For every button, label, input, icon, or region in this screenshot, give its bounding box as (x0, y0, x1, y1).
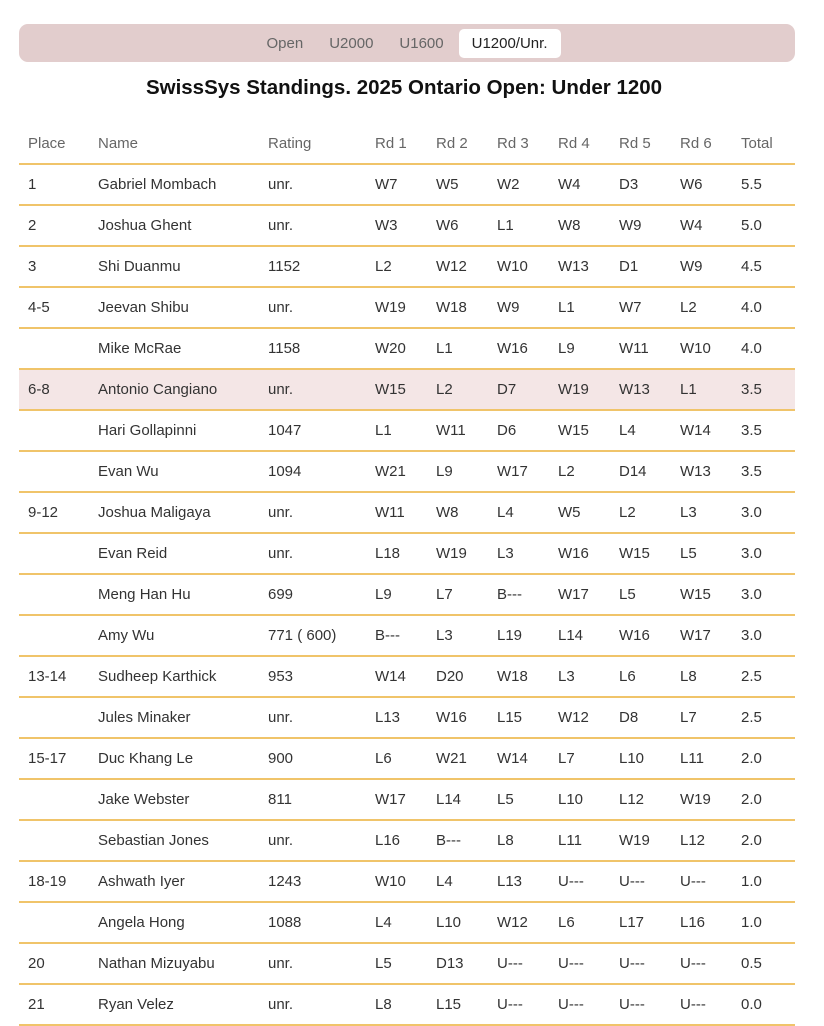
round-1-cell: W14 (366, 656, 427, 697)
tab-u2000[interactable]: U2000 (329, 35, 374, 52)
round-5-cell: W13 (610, 369, 671, 410)
table-row (19, 328, 795, 369)
total-cell: 2.5 (732, 697, 795, 738)
table-header (19, 123, 795, 164)
round-2-cell: W18 (427, 287, 488, 328)
round-2-cell: W19 (427, 533, 488, 574)
player-name-cell: Joshua Ghent (89, 205, 259, 246)
player-name-cell: Sudheep Karthick (89, 656, 259, 697)
round-2-cell: D20 (427, 656, 488, 697)
round-6-cell: L2 (671, 287, 732, 328)
round-2-cell: D13 (427, 943, 488, 984)
round-4-cell: U--- (549, 984, 610, 1025)
player-name-cell: Sebastian Jones (89, 820, 259, 861)
round-1-cell: L18 (366, 533, 427, 574)
round-1-cell: L8 (366, 984, 427, 1025)
total-cell: 4.0 (732, 328, 795, 369)
round-5-cell: W9 (610, 205, 671, 246)
round-4-cell: L2 (549, 451, 610, 492)
round-5-cell: D1 (610, 246, 671, 287)
round-1-cell: W19 (366, 287, 427, 328)
rating-cell: 900 (259, 738, 366, 779)
round-5-cell: L2 (610, 492, 671, 533)
total-cell: 3.0 (732, 574, 795, 615)
rating-cell: unr. (259, 984, 366, 1025)
place-cell (19, 533, 89, 574)
table-row (19, 820, 795, 861)
player-name-cell: Duc Khang Le (89, 738, 259, 779)
round-5-cell: U--- (610, 943, 671, 984)
table-row (19, 615, 795, 656)
round-1-cell: L13 (366, 697, 427, 738)
rating-cell: 953 (259, 656, 366, 697)
rating-cell: 771 ( 600) (259, 615, 366, 656)
round-5-cell: L12 (610, 779, 671, 820)
table-row (19, 410, 795, 451)
round-4-cell: L14 (549, 615, 610, 656)
round-1-cell: L2 (366, 246, 427, 287)
round-1-cell: L1 (366, 410, 427, 451)
total-cell: 2.0 (732, 820, 795, 861)
round-2-cell: W5 (427, 164, 488, 205)
table-row (19, 205, 795, 246)
table-row (19, 779, 795, 820)
round-2-cell: L1 (427, 328, 488, 369)
table-row (19, 369, 795, 410)
player-name-cell: Meng Han Hu (89, 574, 259, 615)
round-3-cell: W12 (488, 902, 549, 943)
round-3-cell: W16 (488, 328, 549, 369)
table-row (19, 451, 795, 492)
round-6-cell: W15 (671, 574, 732, 615)
column-header-rd-3: Rd 3 (488, 123, 549, 164)
place-cell: 13-14 (19, 656, 89, 697)
total-cell: 1.0 (732, 861, 795, 902)
round-2-cell: L7 (427, 574, 488, 615)
place-cell (19, 410, 89, 451)
player-name-cell: Jules Minaker (89, 697, 259, 738)
round-4-cell: W16 (549, 533, 610, 574)
round-1-cell: W20 (366, 328, 427, 369)
total-cell: 4.5 (732, 246, 795, 287)
place-cell: 1 (19, 164, 89, 205)
round-3-cell: L19 (488, 615, 549, 656)
round-3-cell: L13 (488, 861, 549, 902)
round-6-cell: L16 (671, 902, 732, 943)
total-cell: 4.0 (732, 287, 795, 328)
round-6-cell: W17 (671, 615, 732, 656)
round-4-cell: L7 (549, 738, 610, 779)
round-6-cell: L12 (671, 820, 732, 861)
round-2-cell: W16 (427, 697, 488, 738)
round-6-cell: U--- (671, 943, 732, 984)
rating-cell: 1088 (259, 902, 366, 943)
column-header-name: Name (89, 123, 259, 164)
round-2-cell: W6 (427, 205, 488, 246)
rating-cell: unr. (259, 820, 366, 861)
column-header-rd-1: Rd 1 (366, 123, 427, 164)
rating-cell: unr. (259, 492, 366, 533)
total-cell: 3.5 (732, 451, 795, 492)
column-header-rd-5: Rd 5 (610, 123, 671, 164)
rating-cell: unr. (259, 164, 366, 205)
round-1-cell: L16 (366, 820, 427, 861)
column-header-rd-2: Rd 2 (427, 123, 488, 164)
table-row (19, 492, 795, 533)
round-4-cell: W4 (549, 164, 610, 205)
round-5-cell: W16 (610, 615, 671, 656)
total-cell: 3.5 (732, 369, 795, 410)
column-header-rd-6: Rd 6 (671, 123, 732, 164)
round-5-cell: D14 (610, 451, 671, 492)
round-3-cell: W18 (488, 656, 549, 697)
round-6-cell: W13 (671, 451, 732, 492)
round-1-cell: W7 (366, 164, 427, 205)
table-row (19, 697, 795, 738)
column-header-place: Place (19, 123, 89, 164)
round-3-cell: L5 (488, 779, 549, 820)
round-3-cell: U--- (488, 943, 549, 984)
total-cell: 3.0 (732, 615, 795, 656)
table-row (19, 656, 795, 697)
column-header-total: Total (732, 123, 795, 164)
round-2-cell: L2 (427, 369, 488, 410)
round-2-cell: L3 (427, 615, 488, 656)
round-2-cell: L14 (427, 779, 488, 820)
round-1-cell: W3 (366, 205, 427, 246)
round-4-cell: L10 (549, 779, 610, 820)
round-6-cell: W6 (671, 164, 732, 205)
round-2-cell: B--- (427, 820, 488, 861)
round-4-cell: W12 (549, 697, 610, 738)
round-3-cell: D6 (488, 410, 549, 451)
place-cell: 2 (19, 205, 89, 246)
player-name-cell: Nathan Mizuyabu (89, 943, 259, 984)
round-1-cell: L9 (366, 574, 427, 615)
round-3-cell: W17 (488, 451, 549, 492)
rating-cell: unr. (259, 697, 366, 738)
player-name-cell: Amy Wu (89, 615, 259, 656)
round-2-cell: L4 (427, 861, 488, 902)
round-3-cell: L4 (488, 492, 549, 533)
rating-cell: unr. (259, 205, 366, 246)
round-2-cell: W11 (427, 410, 488, 451)
total-cell: 2.0 (732, 779, 795, 820)
round-3-cell: L8 (488, 820, 549, 861)
round-4-cell: W17 (549, 574, 610, 615)
round-2-cell: L15 (427, 984, 488, 1025)
round-4-cell: W5 (549, 492, 610, 533)
round-3-cell: L3 (488, 533, 549, 574)
total-cell: 0.5 (732, 943, 795, 984)
rating-cell: 1158 (259, 328, 366, 369)
player-name-cell: Mike McRae (89, 328, 259, 369)
total-cell: 1.0 (732, 902, 795, 943)
round-4-cell: U--- (549, 943, 610, 984)
total-cell: 3.0 (732, 492, 795, 533)
round-5-cell: L6 (610, 656, 671, 697)
rating-cell: 1152 (259, 246, 366, 287)
player-name-cell: Antonio Cangiano (89, 369, 259, 410)
round-3-cell: B--- (488, 574, 549, 615)
player-name-cell: Angela Hong (89, 902, 259, 943)
total-cell: 2.0 (732, 738, 795, 779)
player-name-cell: Jeevan Shibu (89, 287, 259, 328)
tab-open[interactable]: Open (266, 35, 304, 52)
round-6-cell: W14 (671, 410, 732, 451)
section-tabs (19, 29, 795, 58)
round-5-cell: L10 (610, 738, 671, 779)
total-cell: 3.0 (732, 533, 795, 574)
place-cell: 15-17 (19, 738, 89, 779)
table-row (19, 738, 795, 779)
player-name-cell: Ryan Velez (89, 984, 259, 1025)
place-cell (19, 697, 89, 738)
round-6-cell: L11 (671, 738, 732, 779)
place-cell (19, 902, 89, 943)
round-2-cell: W12 (427, 246, 488, 287)
round-5-cell: D8 (610, 697, 671, 738)
round-3-cell: L1 (488, 205, 549, 246)
round-5-cell: L4 (610, 410, 671, 451)
round-1-cell: L4 (366, 902, 427, 943)
round-6-cell: L3 (671, 492, 732, 533)
place-cell: 4-5 (19, 287, 89, 328)
tab-u1600[interactable]: U1600 (399, 35, 444, 52)
round-5-cell: W15 (610, 533, 671, 574)
place-cell: 18-19 (19, 861, 89, 902)
round-1-cell: W11 (366, 492, 427, 533)
total-cell: 0.0 (732, 984, 795, 1025)
round-5-cell: W19 (610, 820, 671, 861)
round-6-cell: U--- (671, 984, 732, 1025)
place-cell: 3 (19, 246, 89, 287)
round-6-cell: W4 (671, 205, 732, 246)
round-3-cell: W2 (488, 164, 549, 205)
tab-u1200-unr[interactable]: U1200/Unr. (459, 29, 561, 58)
table-body (19, 164, 795, 1025)
place-cell: 21 (19, 984, 89, 1025)
player-name-cell: Jake Webster (89, 779, 259, 820)
round-1-cell: L6 (366, 738, 427, 779)
round-4-cell: W19 (549, 369, 610, 410)
round-1-cell: W21 (366, 451, 427, 492)
round-4-cell: L9 (549, 328, 610, 369)
player-name-cell: Ashwath Iyer (89, 861, 259, 902)
round-4-cell: W15 (549, 410, 610, 451)
round-3-cell: W9 (488, 287, 549, 328)
table-row (19, 574, 795, 615)
place-cell (19, 779, 89, 820)
round-5-cell: W11 (610, 328, 671, 369)
round-5-cell: L17 (610, 902, 671, 943)
round-1-cell: W17 (366, 779, 427, 820)
round-3-cell: W10 (488, 246, 549, 287)
round-2-cell: W8 (427, 492, 488, 533)
player-name-cell: Shi Duanmu (89, 246, 259, 287)
rating-cell: unr. (259, 943, 366, 984)
round-6-cell: L1 (671, 369, 732, 410)
place-cell (19, 820, 89, 861)
table-row (19, 861, 795, 902)
place-cell (19, 574, 89, 615)
section-tab-bar (19, 24, 795, 62)
column-header-rating: Rating (259, 123, 366, 164)
round-4-cell: W8 (549, 205, 610, 246)
place-cell (19, 615, 89, 656)
rating-cell: 1047 (259, 410, 366, 451)
round-4-cell: L3 (549, 656, 610, 697)
place-cell: 6-8 (19, 369, 89, 410)
round-2-cell: L9 (427, 451, 488, 492)
rating-cell: 699 (259, 574, 366, 615)
round-2-cell: L10 (427, 902, 488, 943)
header-row (19, 123, 795, 164)
round-1-cell: B--- (366, 615, 427, 656)
table-row (19, 164, 795, 205)
round-5-cell: W7 (610, 287, 671, 328)
round-6-cell: W9 (671, 246, 732, 287)
round-3-cell: W14 (488, 738, 549, 779)
rating-cell: unr. (259, 287, 366, 328)
player-name-cell: Evan Reid (89, 533, 259, 574)
total-cell: 5.5 (732, 164, 795, 205)
round-1-cell: W10 (366, 861, 427, 902)
round-6-cell: L5 (671, 533, 732, 574)
round-5-cell: U--- (610, 984, 671, 1025)
round-3-cell: U--- (488, 984, 549, 1025)
round-6-cell: W19 (671, 779, 732, 820)
round-5-cell: D3 (610, 164, 671, 205)
place-cell (19, 451, 89, 492)
place-cell: 20 (19, 943, 89, 984)
round-3-cell: L15 (488, 697, 549, 738)
round-2-cell: W21 (427, 738, 488, 779)
rating-cell: 1243 (259, 861, 366, 902)
rating-cell: 1094 (259, 451, 366, 492)
round-4-cell: U--- (549, 861, 610, 902)
round-6-cell: L7 (671, 697, 732, 738)
rating-cell: 811 (259, 779, 366, 820)
total-cell: 3.5 (732, 410, 795, 451)
round-4-cell: W13 (549, 246, 610, 287)
page-title: SwissSys Standings. 2025 Ontario Open: Under 1200 (145, 76, 663, 99)
table-row (19, 943, 795, 984)
place-cell (19, 328, 89, 369)
round-5-cell: L5 (610, 574, 671, 615)
round-6-cell: L8 (671, 656, 732, 697)
player-name-cell: Joshua Maligaya (89, 492, 259, 533)
table-row (19, 533, 795, 574)
place-cell: 9-12 (19, 492, 89, 533)
table-row (19, 287, 795, 328)
table-row (19, 984, 795, 1025)
table-row (19, 902, 795, 943)
player-name-cell: Evan Wu (89, 451, 259, 492)
round-5-cell: U--- (610, 861, 671, 902)
total-cell: 5.0 (732, 205, 795, 246)
round-4-cell: L6 (549, 902, 610, 943)
table-row (19, 246, 795, 287)
standings-table (19, 123, 795, 1026)
round-4-cell: L1 (549, 287, 610, 328)
round-3-cell: D7 (488, 369, 549, 410)
rating-cell: unr. (259, 369, 366, 410)
column-header-rd-4: Rd 4 (549, 123, 610, 164)
rating-cell: unr. (259, 533, 366, 574)
round-1-cell: W15 (366, 369, 427, 410)
player-name-cell: Gabriel Mombach (89, 164, 259, 205)
round-4-cell: L11 (549, 820, 610, 861)
round-6-cell: W10 (671, 328, 732, 369)
total-cell: 2.5 (732, 656, 795, 697)
round-1-cell: L5 (366, 943, 427, 984)
round-6-cell: U--- (671, 861, 732, 902)
player-name-cell: Hari Gollapinni (89, 410, 259, 451)
